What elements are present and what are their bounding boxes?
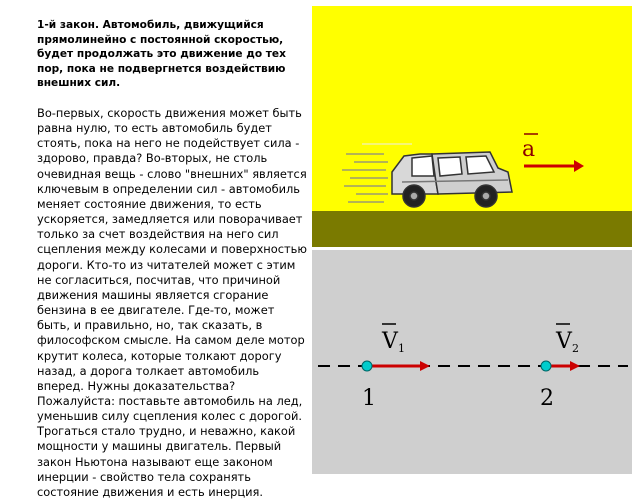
point-1-label: 1 xyxy=(362,386,376,411)
point-2-label: 2 xyxy=(540,386,554,411)
v2-arrowhead xyxy=(570,361,580,371)
law-heading: 1-й закон. Автомобиль, движущийся прямолинейно с постоянной скоростью, будет продолжать это движение до тех пор, пока не подвергнется воздействию внешних сил. xyxy=(37,19,286,90)
velocity-illustration xyxy=(312,250,632,474)
car xyxy=(392,152,512,207)
acceleration-label: a xyxy=(522,137,536,162)
v1-arrowhead xyxy=(420,361,430,371)
car-illustration xyxy=(312,6,632,247)
law-explanation: Во-первых, скорость движения может быть равна нулю, то есть автомобиль будет стоять, пока на него не подействует сила - здорово, правда? Во-вторых, не столь очевидная вещь - слово "внешних" является ключевым в определении сил - автомобиль меняет состояние движения, то есть ускоряется, замедляется или поворачивает только за счет воздействия на него сил сцепления между колесами и поверхностью дороги. Кто-то из читателей может с этим не согласиться, посчитав, что причиной движения машины является сгорание бензина в ее двигателе. Где-то, может быть, и правильно, но, так сказать, в философском смысле. На самом деле мотор крутит колеса, которые толкают дорогу назад, а дорога толкает автомобиль вперед. Нужны доказательства? Пожалуйста: поставьте автомобиль на лед, уменьшив силу сцепления колес с дорогой. Трогаться стало трудно, и неважно, какой мощности у машины двигатель. Первый закон Ньютона называют еще законом инерции - свойство тела сохранять состояние движения и есть инерция. xyxy=(37,106,307,499)
point-2-dot xyxy=(541,361,551,371)
velocity-diagram xyxy=(312,250,632,474)
v1-subscript: 1 xyxy=(398,342,405,355)
v2-label: V xyxy=(556,329,572,354)
v1-label: V xyxy=(382,329,398,354)
v2-subscript: 2 xyxy=(572,342,579,355)
speed-lines xyxy=(342,154,388,202)
car-acceleration-figure xyxy=(312,6,632,247)
point-1-dot xyxy=(362,361,372,371)
acceleration-arrowhead xyxy=(574,160,584,172)
